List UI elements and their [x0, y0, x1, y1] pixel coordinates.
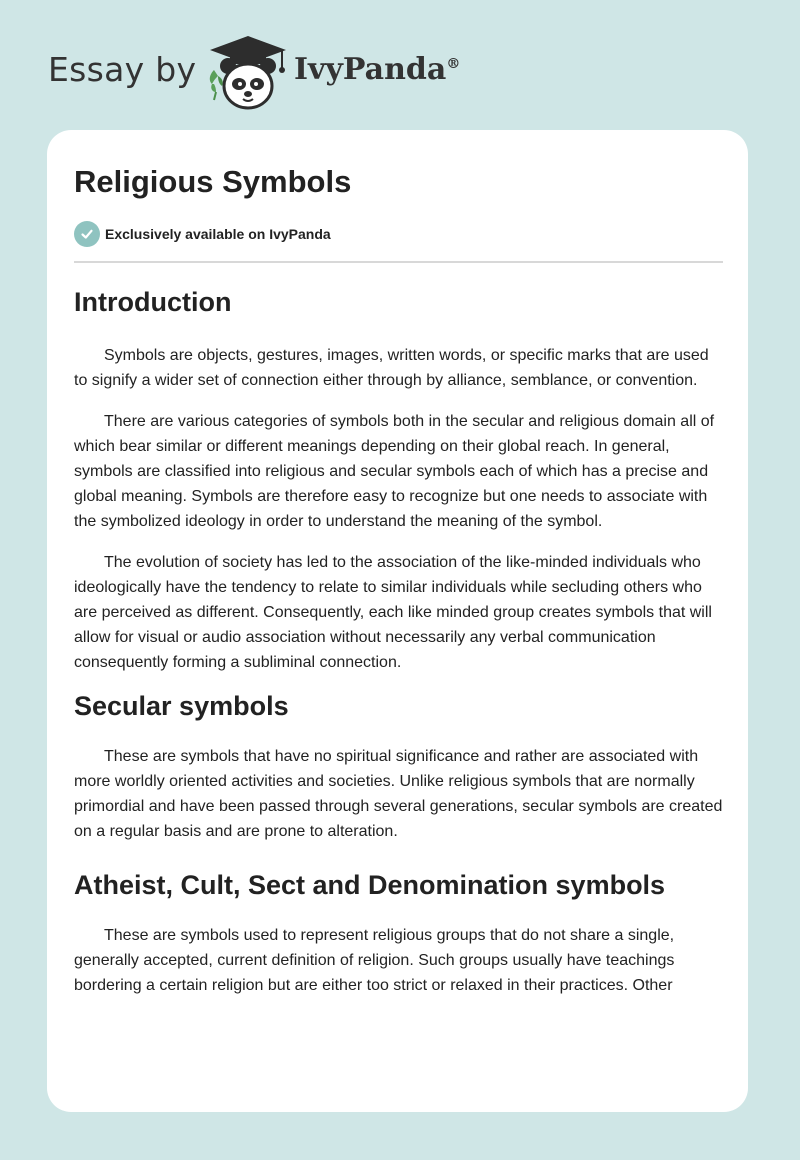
- paragraph: Symbols are objects, gestures, images, written words, or specific marks that are used to signify a wider set of connection either through by alliance, semblance, or convention.: [74, 347, 709, 389]
- panda-face-icon: [220, 58, 276, 108]
- site-header: [0, 0, 800, 130]
- paragraph: The evolution of society has led to the association of the like-minded individuals who ideologically have the tendency to relate to similar individuals while secluding others who are perceived as different. Consequently, each like minded group creates symbols that will allow for visual or audio association without necessarily any verbal communication consequently forming a subliminal connection.: [74, 554, 712, 671]
- brand-name[interactable]: [294, 52, 460, 87]
- ivy-leaf-icon: [210, 70, 223, 100]
- panda-logo-icon[interactable]: [200, 34, 296, 110]
- section-heading-introduction: Introduction: [74, 287, 232, 317]
- page-title: Religious Symbols: [74, 164, 352, 199]
- section-heading-secular-symbols: Secular symbols: [74, 691, 289, 721]
- registered-mark: ®: [446, 56, 461, 72]
- check-circle-icon: [74, 221, 100, 247]
- section-heading-atheist-cult-sect: Atheist, Cult, Sect and Denomination symbols: [74, 870, 666, 900]
- brand-text: IvyPanda: [294, 52, 447, 87]
- essay-card: [47, 130, 748, 1112]
- paragraph: These are symbols used to represent religious groups that do not share a single, generally accepted, current definition of religion. Such groups usually have teachings bordering a certain religion but are either too strict or relaxed in their practices. Other: [74, 927, 675, 994]
- essay-by-label: Essay by: [48, 50, 197, 89]
- paragraph: These are symbols that have no spiritual significance and rather are associated with more worldly oriented activities and societies. Unlike religious symbols that are normally primordial and have been passed through several generations, secular symbols are created on a regular basis and are prone to alteration.: [74, 748, 723, 840]
- exclusive-badge-label: Exclusively available on IvyPanda: [105, 226, 331, 242]
- essay-body: [74, 280, 724, 998]
- exclusive-badge: [74, 221, 331, 247]
- paragraph: There are various categories of symbols both in the secular and religious domain all of which bear similar or different meanings depending on their global reach. In general, symbols are classified into religious and secular symbols each of which has a precise and global meaning. Symbols are therefore easy to recognize but one needs to associate with the symbolized ideology in order to understand the meaning of the symbol.: [74, 413, 715, 530]
- title-divider: [74, 261, 723, 263]
